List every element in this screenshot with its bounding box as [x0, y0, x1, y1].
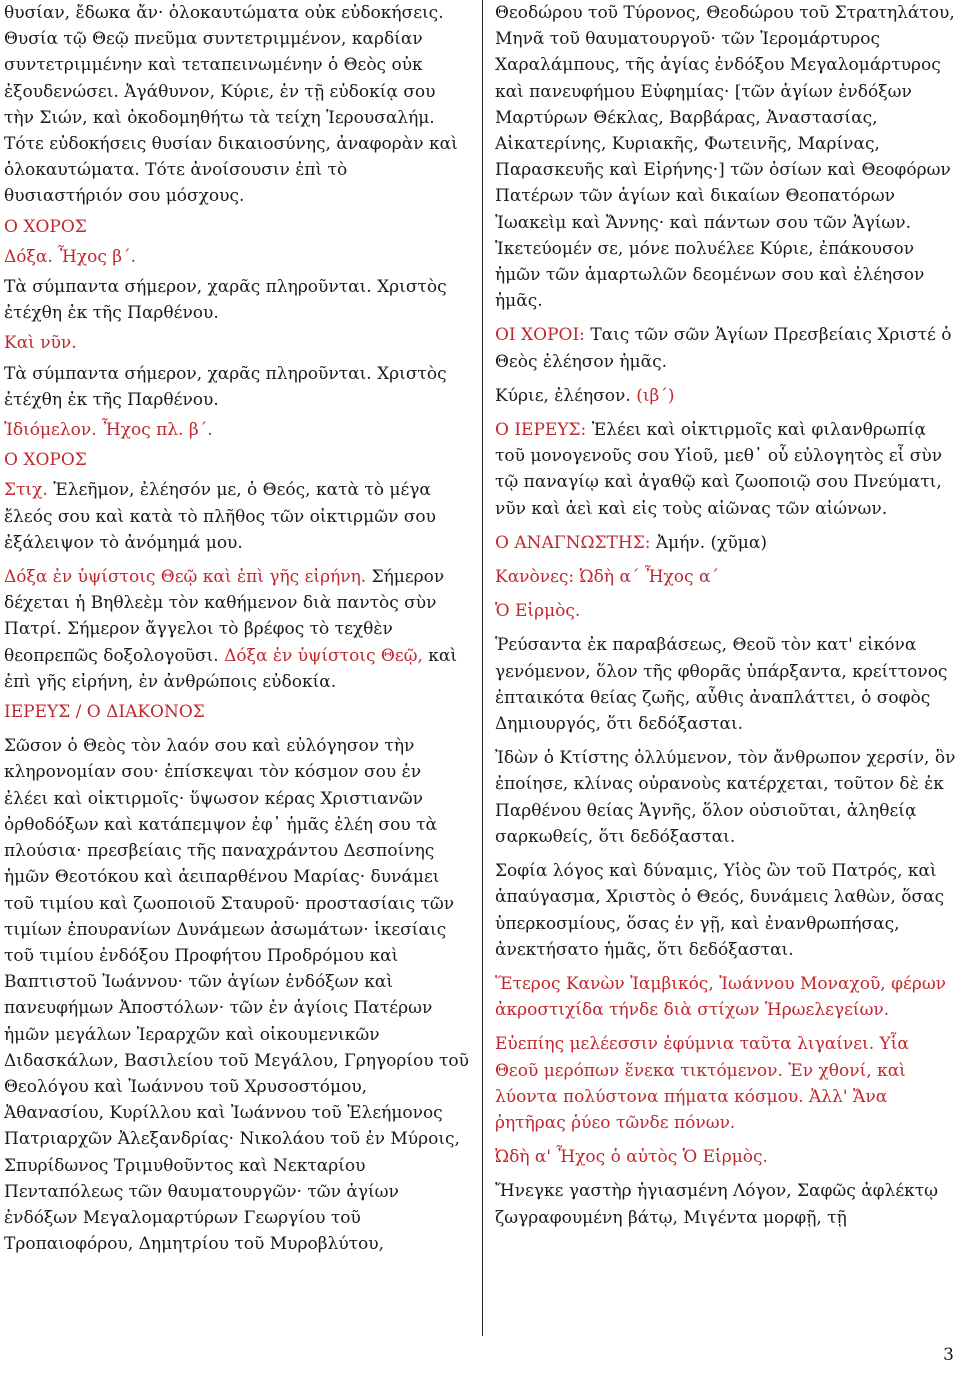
- doxa-mid: Σήμερον δέχεται ἡ Βηθλεὲμ τὸν καθήμενον διὰ παντὸς σὺν Πατρί. Σήμερον ἄγγελοι τὸ βρέφος τὸ τεχθὲν θεοπρεπῶς δοξολογοῦσι.: [4, 567, 445, 666]
- canons-heading: Κανὸνες: Ὠδὴ α΄ Ἦχος α΄: [495, 567, 719, 588]
- kyrie-paragraph: [495, 383, 957, 409]
- hymn-text: Τὰ σύμπαντα σήμερον, χαρᾶς πληροῦνται. Χριστὸς ἐτέχθη ἐκ τῆς Παρθένου.: [4, 277, 447, 324]
- stich-label: Στιχ.: [4, 480, 48, 501]
- ode-heading: Ὠδὴ α' Ἦχος ὁ αὐτὸς Ὁ Εἱρμὸς.: [495, 1147, 768, 1168]
- final-troparion: Ἤνεγκε γαστὴρ ἡγιασμένη Λόγον, Σαφῶς ἀφλέκτῳ ζωγραφουμένη βάτῳ, Μιγέντα μορφῇ, τῇ: [495, 1181, 939, 1228]
- priest-paragraph: [495, 417, 957, 522]
- choirs-label: ΟΙ ΧΟΡΟΙ:: [495, 325, 585, 346]
- troparion-1: Ῥεύσαντα ἐκ παραβάσεως, Θεοῦ τὸν κατ' εἰκόνα γενόμενον, ὅλον τῆς φθορᾶς ὑπάρξαντα, κρείττονος ἐπταικότα θείας ζωῆς, αὖθις ἀναπλάττει, ὁ σοφὸς Δημιουργός, ὅτι δεδόξασται.: [495, 635, 948, 735]
- choir-heading-2: Ο ΧΟΡΟΣ: [4, 450, 87, 471]
- hymn-text-repeat: Τὰ σύμπαντα σήμερον, χαρᾶς πληροῦνται. Χριστὸς ἐτέχθη ἐκ τῆς Παρθένου.: [4, 363, 447, 410]
- iambic-canon-heading: Ἕτερος Κανὼν Ἰαμβικός, Ἰωάννου Μοναχοῦ, φέρων ἀκροστιχίδα τήνδε διὰ στίχων Ἡρωελεγείων.: [495, 973, 947, 1021]
- kai-nyn-heading: Καὶ νῦν.: [4, 333, 77, 354]
- doxa-paragraph: [4, 564, 470, 695]
- heirmos-heading: Ὁ Εἱρμὸς.: [495, 601, 581, 622]
- stich-paragraph: [4, 477, 470, 556]
- doxa-red-1: Δόξα ἐν ὑψίστοις Θεῷ καὶ ἐπὶ γῆς εἰρήνη.: [4, 567, 367, 588]
- page-number: 3: [943, 1345, 954, 1365]
- reader-paragraph: [495, 530, 957, 556]
- choir-heading: Ο ΧΟΡΟΣ: [4, 216, 87, 237]
- reader-text: Ἀμήν. (χῦμα): [650, 532, 767, 553]
- doxa-end: καὶ ἐπὶ γῆς εἰρήνη, ἐν ἀνθρώποις εὐδοκία.: [4, 645, 458, 692]
- stich-text: Ἐλεῆμον, ἐλέησόν με, ὁ Θεός, κατὰ τὸ μέγα ἔλεός σου καὶ κατὰ τὸ πλῆθος τῶν οἰκτιρμῶν σου ἐξάλειψον τὸ ἀνόμημά μου.: [4, 480, 436, 553]
- doxa-tone-heading: Δόξα. Ἦχος β΄.: [4, 246, 137, 267]
- kyrie-text: Κύριε, ἐλέησον.: [495, 385, 637, 406]
- right-column: [495, 0, 957, 1333]
- choirs-paragraph: [495, 322, 957, 374]
- column-divider: [482, 0, 483, 1336]
- choirs-text: Ταις τῶν σῶν Ἁγίων Πρεσβείαις Χριστέ ὁ Θεὸς ἐλέησον ἡμᾶς.: [495, 325, 952, 372]
- idiomelon-heading: Ἰδιόμελον. Ἦχος πλ. β΄.: [4, 420, 213, 441]
- troparion-3: Σοφία λόγος καὶ δύναμις, Υἱὸς ὢν τοῦ Πατρός, καὶ ἀπαύγασμα, Χριστὸς ὁ Θεός, δυνάμεις λαθὼν, ὅσας ὑπερκοσμίους, ὅσας ἐν γῇ, καὶ ἐνανθρωπήσας, ἀνεκτήσατο ἡμᾶς, ὅτι δεδόξασται.: [495, 861, 945, 960]
- priest-deacon-heading: ΙΕΡΕΥΣ / Ο ΔΙΑΚΟΝΟΣ: [4, 702, 205, 723]
- left-column: [4, 0, 474, 1333]
- kyrie-count: (ιβ΄): [636, 385, 675, 406]
- troparion-2: Ἰδὼν ὁ Κτίστης ὀλλύμενον, τὸν ἄνθρωπον χερσίν, ὃν ἐποίησε, κλίνας οὐρανοὺς κατέρχεται, τοῦτον δὲ ἐκ Παρθένου θείας Ἁγνῆς, ὅλον οὐσιοῦται, ἀληθείᾳ σαρκωθείς, ὅτι δεδόξασται.: [495, 748, 956, 847]
- doxa-red-2: Δόξα ἐν ὑψίστοις Θεῷ,: [224, 645, 423, 666]
- prayer-continuation: Θεοδώρου τοῦ Τύρονος, Θεοδώρου τοῦ Στρατηλάτου, Μηνᾶ τοῦ θαυματουργοῦ· τῶν Ἱερομάρτυρος Χαραλάμπους, τῆς ἁγίας ἐνδόξου Μεγαλομάρτυρος καὶ πανευφήμου Εὐφημίας· [τῶν ἁγίων ἐνδόξων Μαρτύρων Θέκλας, Βαρβάρας, Ἀναστασίας, Αἰκατερίνης, Κυριακῆς, Φωτεινῆς, Μαρίνας, Παρασκευῆς καὶ Εἰρήνης·] τῶν ὁσίων καὶ Θεοφόρων Πατέρων τῶν ἁγίων καὶ δικαίων Θεοπατόρων Ἰωακεὶμ καὶ Ἄννης· καὶ πάντων σου τῶν Ἁγίων. Ἱκετεύομέν σε, μόνε πολυέλεε Κύριε, ἐπάκουσον ἡμῶν τῶν ἁμαρτωλῶν δεομένων σου καὶ ἐλέησον ἡμᾶς.: [495, 3, 955, 312]
- priest-label: Ο ΙΕΡΕΥΣ:: [495, 420, 587, 441]
- intercession-prayer: Σῶσον ὁ Θεὸς τὸν λαόν σου καὶ εὐλόγησον τὴν κληρονομίαν σου· ἐπίσκεψαι τὸν κόσμον σου ἐν ἐλέει καὶ οἰκτιρμοῖς· ὕψωσον κέρας Χριστιανῶν ὀρθοδόξων καὶ κατάπεμψον ἐφ᾽ ἡμᾶς ἐλέη σου τὰ πλούσια· πρεσβείαις τῆς παναχράντου Δεσποίνης ἡμῶν Θεοτόκου καὶ ἀειπαρθένου Μαρίας· δυνάμει τοῦ τιμίου καὶ ζωοποιοῦ Σταυροῦ· προστασίαις τῶν τιμίων ἐπουρανίων Δυνάμεων ἀσωμάτων· ἱκεσίαις τοῦ τιμίου ἐνδόξου Προφήτου Προδρόμου καὶ Βαπτιστοῦ Ἰωάννου· τῶν ἁγίων ἐνδόξων καὶ πανευφήμων Ἀποστόλων· τῶν ἐν ἁγίοις Πατέρων ἡμῶν μεγάλων Ἱεραρχῶν καὶ οἰκουμενικῶν Διδασκάλων, Βασιλείου τοῦ Μεγάλου, Γρηγορίου τοῦ Θεολόγου καὶ Ἰωάννου τοῦ Χρυσοστόμου, Ἀθανασίου, Κυρίλλου καὶ Ἰωάννου τοῦ Ἐλεήμονος Πατριαρχῶν Ἀλεξανδρίας· Νικολάου τοῦ ἐν Μύροις, Σπυρίδωνος Τριμυθοῦντος καὶ Νεκταρίου Πενταπόλεως τῶν θαυματουργῶν· τῶν ἁγίων ἐνδόξων Μεγαλομαρτύρων Γεωργίου τοῦ Τροπαιοφόρου, Δημητρίου τοῦ Μυροβλύτου,: [4, 736, 469, 1255]
- priest-text: Ἐλέει καὶ οἰκτιρμοῖς καὶ φιλανθρωπίᾳ τοῦ μονογενοῦς σου Υἱοῦ, μεθ᾽ οὗ εὐλογητὸς εἶ σὺν τῷ παναγίῳ καὶ ἀγαθῷ καὶ ζωοποιῷ σου Πνεύματι, νῦν καὶ ἀεὶ καὶ εἰς τοὺς αἰῶνας τῶν αἰώνων.: [495, 420, 943, 519]
- reader-label: Ο ΑΝΑΓΝΩΣΤΗΣ:: [495, 532, 651, 553]
- psalm-text: θυσίαν, ἔδωκα ἄν· ὁλοκαυτώματα οὐκ εὐδοκήσεις. Θυσία τῷ Θεῷ πνεῦμα συντετριμμένον, καρδίαν συντετριμμένην καὶ τεταπεινωμένην ὁ Θεὸς οὐκ ἐξουδενώσει. Ἀγάθυνον, Κύριε, ἐν τῇ εὐδοκίᾳ σου τὴν Σιών, καὶ ὀκοδομηθήτω τὰ τείχη Ἱερουσαλήμ. Τότε εὐδοκήσεις θυσίαν δικαιοσύνης, ἀναφορὰν καὶ ὁλοκαυτώματα. Τότε ἀνοίσουσιν ἐπὶ τὸ θυσιαστήριόν σου μόσχους.: [4, 3, 458, 207]
- acrostic-text: Εὐεπίης μελέεσσιν ἐφύμνια ταῦτα λιγαίνει. Υἷα Θεοῦ μερόπων ἕνεκα τικτόμενον. Ἐν χθονί, καὶ λύοντα πολύστονα πήματα κόσμου. Ἀλλ' Ἄνα ῥητῆρας ῥύεο τῶνδε πόνων.: [495, 1034, 909, 1133]
